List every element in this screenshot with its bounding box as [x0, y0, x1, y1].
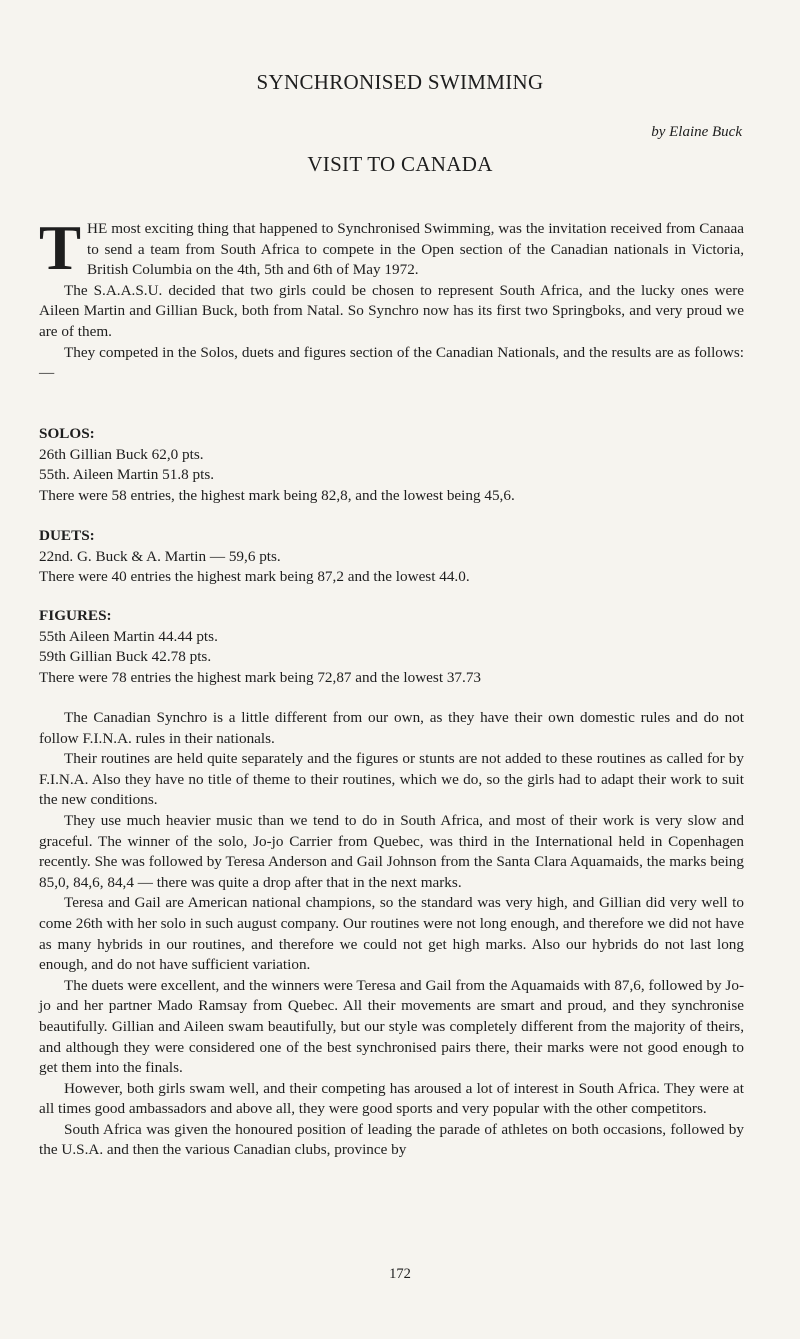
- intro-paragraph-2: The S.A.A.S.U. decided that two girls could be chosen to represent South Africa, and the lucky ones were Aileen Martin and Gillian Buck, both from Natal. So Synchro now has its first two Springboks, and very proud we are of them.: [39, 281, 744, 340]
- solos-results: [39, 424, 744, 506]
- result-line: There were 40 entries the highest mark being 87,2 and the lowest 44.0.: [39, 568, 470, 586]
- figures-results: [39, 606, 744, 688]
- body-paragraph: Their routines are held quite separately and the figures or stunts are not added to these routines as called for by F.I.N.A. Also they have no title of theme to their routines, which we do, so the girls had to adapt their work to suit the new conditions.: [39, 750, 744, 809]
- body-paragraph: South Africa was given the honoured position of leading the parade of athletes on both occasions, followed by the U.S.A. and then the various Canadian clubs, province by: [39, 1120, 744, 1159]
- result-line: 26th Gillian Buck 62,0 pts.: [39, 445, 204, 463]
- body-paragraph: However, both girls swam well, and their competing has aroused a lot of interest in South Africa. They were at all times good ambassadors and above all, they were good sports and very popular with the other competitors.: [39, 1079, 744, 1118]
- result-line: 59th Gillian Buck 42.78 pts.: [39, 648, 212, 666]
- body-paragraph: The duets were excellent, and the winners were Teresa and Gail from the Aquamaids with 87,6, followed by Jo-jo and her partner Mado Ramsay from Quebec. All their movements are smart and proud, and they synchronise beautifully. Gillian and Aileen swam beautifully, but our style was completely different from the majority of theirs, and although they were considered one of the best synchronised pairs there, their marks were not good enough to get them into the finals.: [39, 976, 744, 1077]
- intro-paragraph-1: HE most exciting thing that happened to Synchronised Swimming, was the invitation received from Canaaa to send a team from South Africa to compete in the Open section of the Canadian nationals in Victoria, British Columbia on the 4th, 5th and 6th of May 1972.: [87, 220, 744, 279]
- body-paragraph: Teresa and Gail are American national champions, so the standard was very high, and Gillian did very well to come 26th with her solo in such august company. Our routines were not long enough, and therefore we did not have as many hybrids in our routines, and therefore we could not get high marks. Also our hybrids do not last long enough, and do not have sufficient variation.: [39, 894, 744, 974]
- body-paragraph: The Canadian Synchro is a little different from our own, as they have their own domestic rules and do not follow F.I.N.A. rules in their nationals.: [39, 709, 744, 747]
- byline: by Elaine Buck: [651, 124, 742, 140]
- intro-paragraph-3: They competed in the Solos, duets and figures section of the Canadian Nationals, and the results are as follows:—: [39, 343, 744, 382]
- result-line: 55th Aileen Martin 44.44 pts.: [39, 627, 218, 645]
- section-title: SYNCHRONISED SWIMMING: [256, 70, 544, 94]
- duets-results: [39, 526, 744, 588]
- intro-section: [39, 213, 744, 384]
- duets-heading: DUETS:: [39, 527, 95, 544]
- result-line: There were 58 entries, the highest mark being 82,8, and the lowest being 45,6.: [39, 486, 515, 504]
- article-body: [39, 708, 744, 1161]
- result-line: 55th. Aileen Martin 51.8 pts.: [39, 466, 215, 484]
- drop-cap: T: [39, 213, 82, 283]
- figures-heading: FIGURES:: [39, 607, 112, 624]
- result-line: 22nd. G. Buck & A. Martin — 59,6 pts.: [39, 547, 281, 565]
- solos-heading: SOLOS:: [39, 425, 95, 442]
- page-number: 172: [389, 1266, 411, 1282]
- body-paragraph: They use much heavier music than we tend to do in South Africa, and most of their work is very slow and graceful. The winner of the solo, Jo-jo Carrier from Quebec, was third in the International held in Copenhagen recently. She was followed by Teresa Anderson and Gail Johnson from the Santa Clara Aquamaids, the marks being 85,0, 84,6, 84,4 — there was quite a drop after that in the next marks.: [39, 811, 744, 891]
- result-line: There were 78 entries the highest mark being 72,87 and the lowest 37.73: [39, 668, 482, 686]
- article-title: VISIT TO CANADA: [307, 152, 493, 176]
